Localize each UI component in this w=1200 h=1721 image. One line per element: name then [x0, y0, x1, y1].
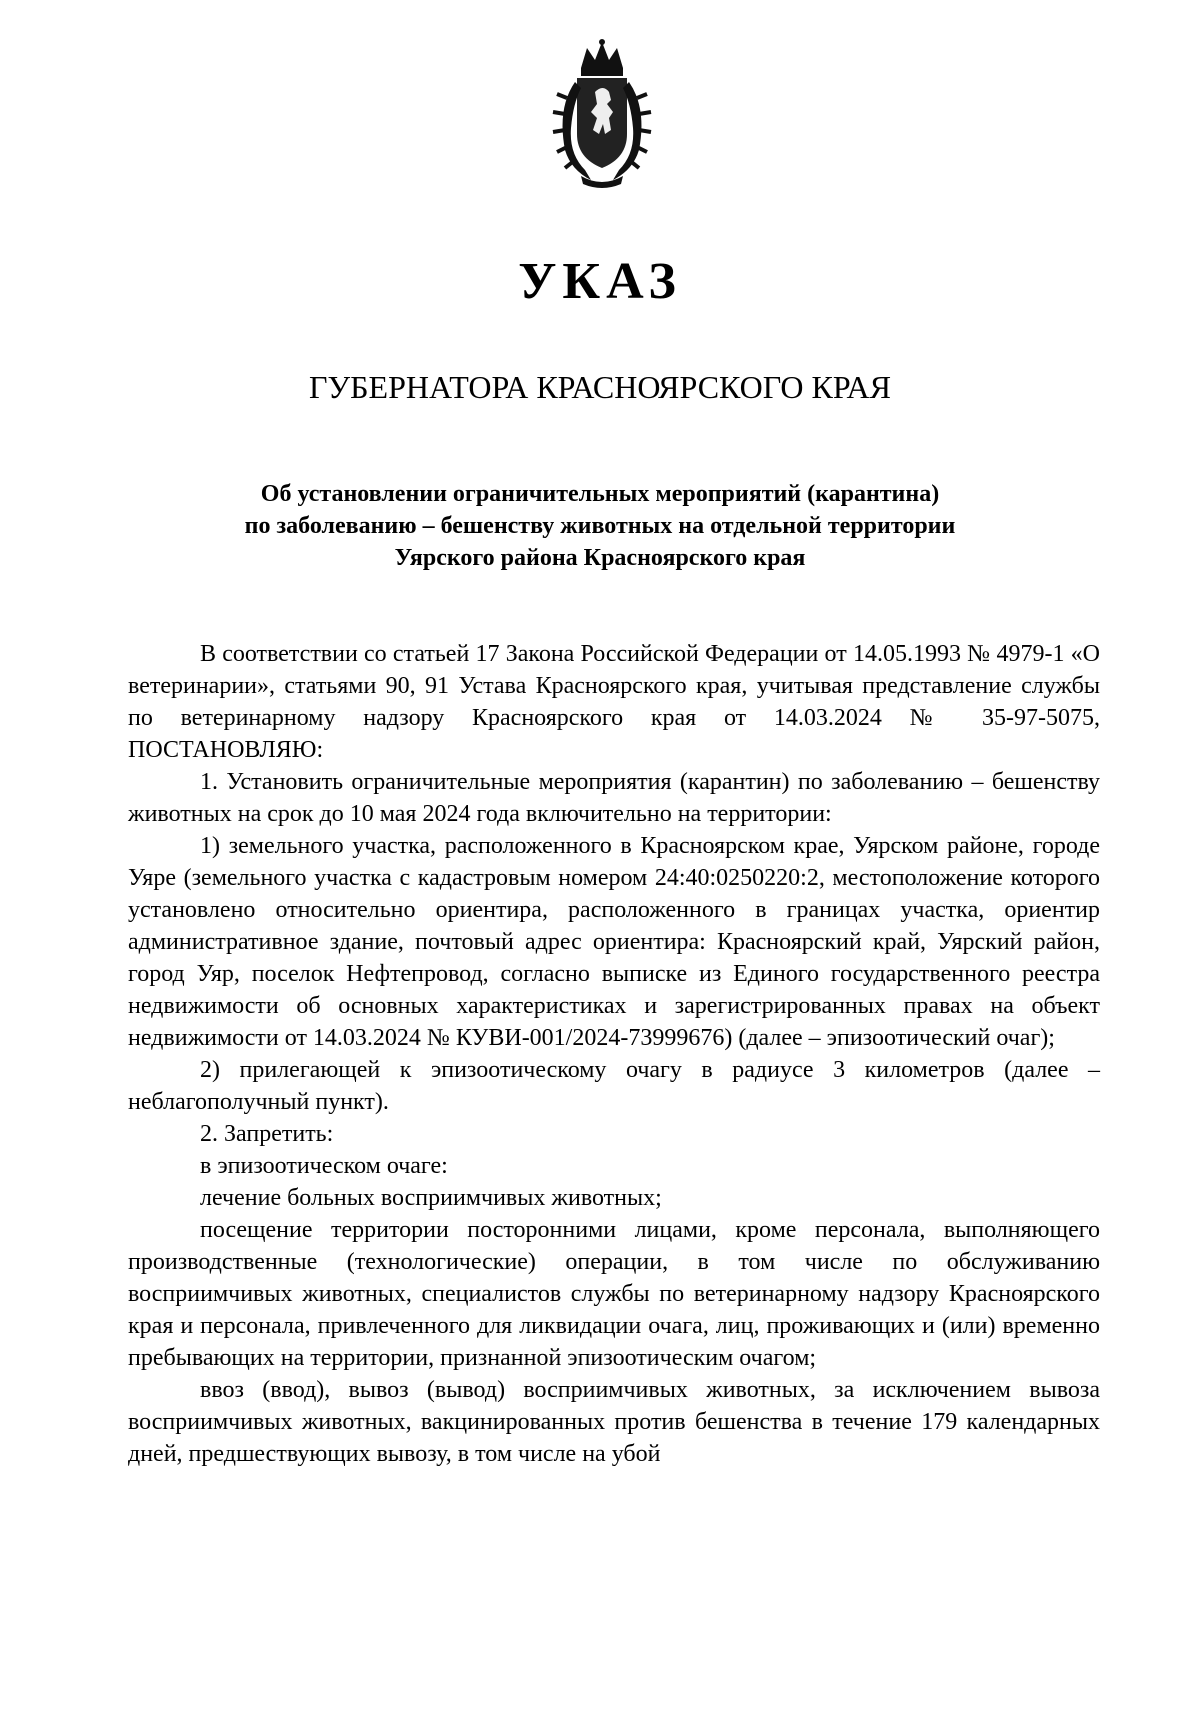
heading-line: Об установлении ограничительных мероприятий (карантина) [260, 481, 940, 507]
paragraph-ban-transport: ввоз (ввод), вывоз (вывод) восприимчивых животных, за исключением вывоза восприимчивых животных, вакцинированных против бешенства в течение 179 календарных дней, предшествующих вывозу, в том числе на убой [128, 1377, 1100, 1467]
coat-of-arms-icon [551, 38, 654, 190]
heading-line: по заболеванию – бешенству животных на отдельной территории [244, 513, 956, 539]
paragraph-subitem-2: 2) прилегающей к эпизоотическому очагу в радиусе 3 километров (далее – неблагополучный пункт). [128, 1057, 1100, 1115]
paragraph-item-2: 2. Запретить: [200, 1121, 334, 1147]
paragraph-ban-visits: посещение территории посторонними лицами, кроме персонала, выполняющего производственные (технологические) операции, в том числе по обслуживанию восприимчивых животных, специалистов службы по ветеринарному надзору Красноярского края и персонала, привлеченного для ликвидации очага, лиц, проживающих и (или) временно пребывающих на территории, признанной эпизоотическим очагом; [128, 1217, 1100, 1371]
document-body [128, 638, 1100, 1470]
paragraph-preamble: В соответствии со статьей 17 Закона Российской Федерации от 14.05.1993 № 4979-1 «О ветеринарии», статьями 90, 91 Устава Красноярского края, учитывая представление службы по ветеринарному надзору Красноярского края от 14.03.2024 № 35-97-5075, ПОСТАНОВЛЯЮ: [128, 641, 1100, 763]
document-title: УКАЗ [518, 253, 682, 310]
document-heading [150, 478, 1050, 574]
paragraph-subitem-1: 1) земельного участка, расположенного в Красноярском крае, Уярском районе, городе Уяре (земельного участка с кадастровым номером 24:40:0250220:2, местоположение которого установлено относительно ориентира, расположенного в границах участка, ориентир административное здание, почтовый адрес ориентира: Красноярский край, Уярский район, город Уяр, поселок Нефтепровод, согласно выписке из Единого государственного реестра недвижимости об основных характеристиках и зарегистрированных правах на объект недвижимости от 14.03.2024 № КУВИ-001/2024-73999676) (далее – эпизоотический очаг); [128, 833, 1100, 1051]
heading-line: Уярского района Красноярского края [394, 545, 806, 571]
paragraph-item-1: 1. Установить ограничительные мероприятия (карантин) по заболеванию – бешенству животных на срок до 10 мая 2024 года включительно на территории: [128, 769, 1100, 827]
document-issuer: ГУБЕРНАТОРА КРАСНОЯРСКОГО КРАЯ [309, 369, 891, 405]
paragraph-ban-treatment: лечение больных восприимчивых животных; [200, 1185, 662, 1211]
paragraph-focus-heading: в эпизоотическом очаге: [200, 1153, 448, 1179]
